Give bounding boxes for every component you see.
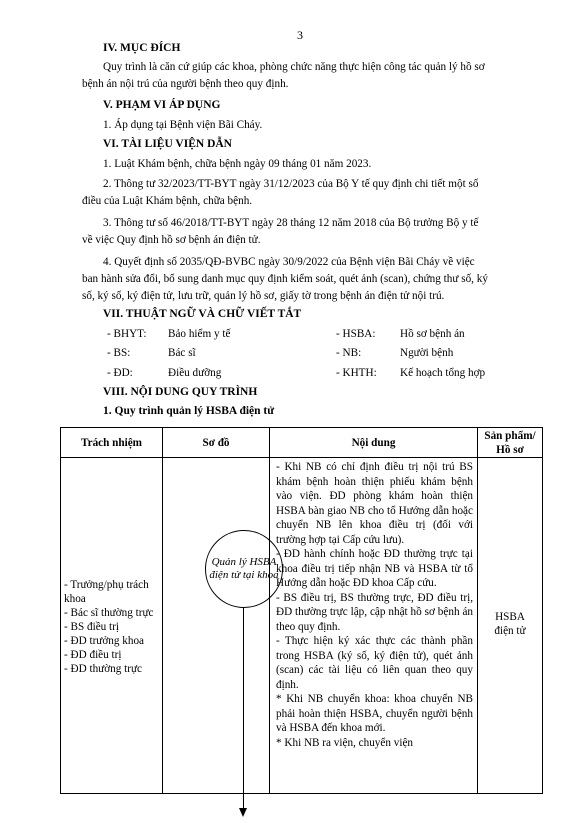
section-5-heading: V. PHẠM VI ÁP DỤNG bbox=[103, 99, 221, 111]
reference-4-line-3: số, ký số, ký điện tử, lưu trữ, quản lý hồ sơ, giấy tờ trong bệnh án điện tử nội trú. bbox=[82, 290, 445, 302]
product-cell bbox=[478, 458, 543, 794]
abbr-code: - BS: bbox=[107, 347, 131, 359]
content-paragraph: - ĐD hành chính hoặc ĐD thường trực tại khoa điều trị tiếp nhận NB và HSBA từ tổ Hướng dẫn hoặc ĐD khoa Cấp cứu. bbox=[276, 548, 473, 589]
responsibility-cell bbox=[61, 458, 163, 794]
responsibility-item: - ĐD điều trị bbox=[64, 649, 122, 661]
responsibility-item: - ĐD trưởng khoa bbox=[64, 635, 145, 647]
header-product bbox=[478, 428, 543, 458]
flow-line bbox=[243, 607, 244, 809]
content-cell bbox=[270, 458, 478, 794]
abbr-meaning: Điều dưỡng bbox=[168, 367, 222, 379]
abbr-code: - HSBA: bbox=[336, 328, 376, 340]
responsibility-item: - ĐD thường trực bbox=[64, 663, 143, 675]
header-diagram: Sơ đồ bbox=[163, 428, 270, 458]
section-4-line-2: bệnh án nội trú của người bệnh theo quy định. bbox=[82, 78, 289, 90]
abbr-meaning: Hồ sơ bệnh án bbox=[400, 328, 465, 340]
content-paragraph: * Khi NB chuyển khoa: khoa chuyển NB phải hoàn thiện HSBA, chuyển người bệnh và HSBA đến khoa mới. bbox=[276, 693, 473, 734]
abbr-meaning: Bác sĩ bbox=[168, 347, 196, 359]
content-paragraph: - Thực hiện ký xác thực các thành phần trong HSBA (ký số, ký điện tử), quét ảnh (scan) các tài liệu có liên quan theo quy định. bbox=[276, 635, 473, 691]
section-5-item-1: 1. Áp dụng tại Bệnh viện Bãi Cháy. bbox=[103, 119, 263, 131]
section-4-heading: IV. MỤC ĐÍCH bbox=[103, 42, 181, 54]
section-6-heading: VI. TÀI LIỆU VIỆN DẪN bbox=[103, 138, 232, 150]
subsection-1-heading: 1. Quy trình quản lý HSBA điện tử bbox=[103, 405, 275, 417]
product-line-1: HSBA bbox=[495, 611, 525, 623]
header-responsibility: Trách nhiệm bbox=[61, 428, 163, 458]
reference-1: 1. Luật Khám bệnh, chữa bệnh ngày 09 tháng 01 năm 2023. bbox=[103, 158, 372, 170]
reference-3-line-1: 3. Thông tư số 46/2018/TT-BYT ngày 28 tháng 12 năm 2018 của Bộ trưởng Bộ y tế bbox=[103, 217, 479, 229]
table-row bbox=[61, 458, 543, 794]
section-4-line-1: Quy trình là căn cứ giúp các khoa, phòng chức năng thực hiện công tác quản lý hồ sơ bbox=[103, 61, 485, 73]
section-8-heading: VIII. NỘI DUNG QUY TRÌNH bbox=[103, 386, 258, 398]
reference-4-line-1: 4. Quyết định số 2035/QĐ-BVBC ngày 30/9/2022 của Bệnh viện Bãi Cháy về việc bbox=[103, 256, 475, 268]
reference-2-line-2: điều của Luật Khám bệnh, chữa bệnh. bbox=[82, 195, 253, 207]
abbr-code: - KHTH: bbox=[336, 367, 377, 379]
section-4-text bbox=[82, 59, 542, 93]
responsibility-item: - Bác sĩ thường trực bbox=[64, 607, 154, 619]
abbr-code: - NB: bbox=[336, 347, 362, 359]
process-node-circle bbox=[205, 530, 283, 608]
content-paragraph: * Khi NB ra viện, chuyển viện bbox=[276, 736, 414, 749]
content-paragraph: - Khi NB có chỉ định điều trị nội trú BS khám bệnh hoàn thiện phiếu khám bệnh vào viện. ĐD phòng khám hoàn thiện HSBA bàn giao NB cho tổ Hướng dẫn hoặc chuyển NB lên khoa điều trị (đối với trường hợp tại Cấp cứu lưu). bbox=[276, 461, 473, 546]
reference-2-line-1: 2. Thông tư 32/2023/TT-BYT ngày 31/12/2023 của Bộ Y tế quy định chi tiết một số bbox=[103, 178, 479, 190]
content-paragraph: - BS điều trị, BS thường trực, ĐD điều trị, ĐD thường trực lập, cập nhật hồ sơ bệnh án theo quy định. bbox=[276, 591, 473, 633]
reference-3 bbox=[82, 215, 542, 249]
reference-3-line-2: về việc Quy định hồ sơ bệnh án điện tử. bbox=[82, 234, 261, 246]
header-product-line-1: Sản phẩm/ bbox=[484, 429, 536, 442]
process-node-label: Quản lý HSBA điện tử tại khoa bbox=[209, 556, 279, 581]
header-product-line-2: Hồ sơ bbox=[496, 443, 524, 456]
header-content: Nội dung bbox=[270, 428, 478, 458]
diagram-cell bbox=[163, 458, 279, 794]
abbr-meaning: Người bệnh bbox=[400, 347, 454, 359]
responsibility-item: - BS điều trị bbox=[64, 621, 120, 633]
reference-2 bbox=[82, 176, 542, 210]
abbr-code: - BHYT: bbox=[107, 328, 147, 340]
reference-4-line-2: ban hành sửa đổi, bổ sung danh mục quy định kiểm soát, quét ảnh (scan), chứng thư số, ký bbox=[82, 273, 488, 285]
page-number: 3 bbox=[297, 28, 303, 42]
abbr-meaning: Kế hoạch tổng hợp bbox=[400, 367, 486, 379]
abbr-code: - ĐD: bbox=[107, 367, 133, 379]
responsibility-item: - Trưởng/phụ trách khoa bbox=[64, 579, 149, 605]
section-7-heading: VII. THUẬT NGỮ VÀ CHỮ VIẾT TẮT bbox=[103, 308, 302, 320]
abbr-meaning: Bảo hiểm y tế bbox=[168, 328, 231, 340]
reference-4 bbox=[82, 254, 542, 305]
arrow-down-icon bbox=[239, 808, 247, 817]
process-table bbox=[60, 427, 543, 794]
table-header-row bbox=[61, 428, 543, 458]
product-line-2: điện tử bbox=[494, 625, 526, 637]
